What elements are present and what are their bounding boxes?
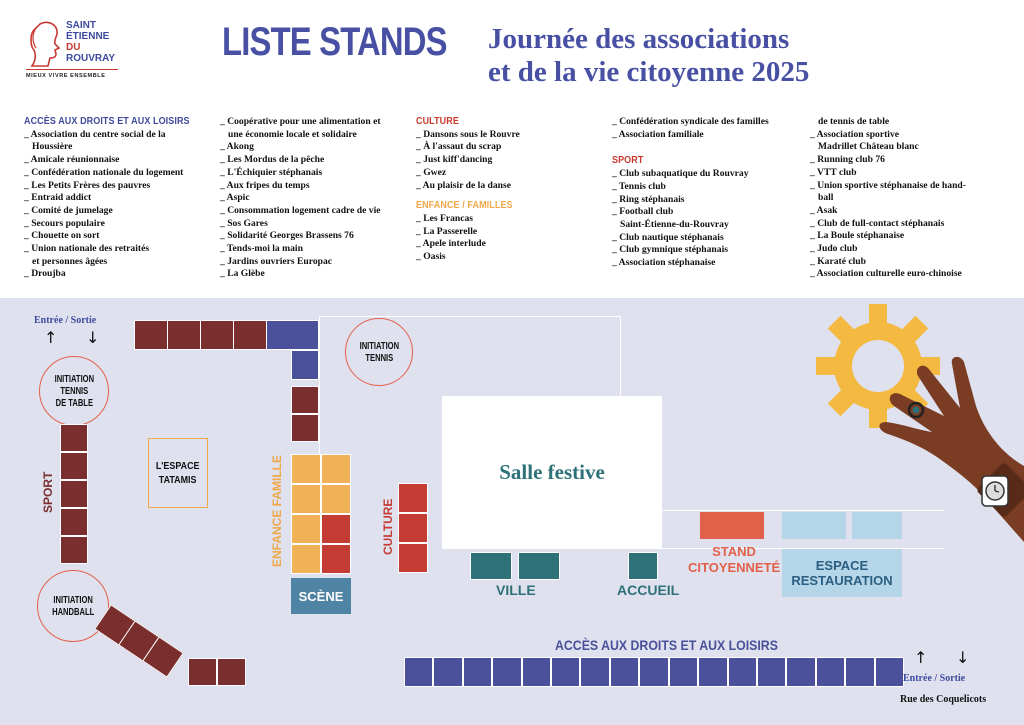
list-item: _ Confédération nationale du logement xyxy=(24,167,204,180)
zone-label-line: INITIATION xyxy=(359,340,399,352)
zone-label-accueil: ACCUEIL xyxy=(617,582,680,598)
list-item: _ Union sportive stéphanaise de hand- xyxy=(810,180,1020,193)
stand xyxy=(60,424,88,452)
page-subtitle-line-1: Journée des associations xyxy=(488,23,790,55)
zone-label-line: TATAMIS xyxy=(159,474,197,486)
list-item: _ Solidarité Georges Brassens 76 xyxy=(220,230,410,243)
stand xyxy=(60,452,88,480)
zone-label-scene: SCÈNE xyxy=(298,588,344,604)
page-subtitle-line-2: et de la vie citoyenne 2025 xyxy=(488,56,810,88)
list-item: _ Aux fripes du temps xyxy=(220,180,410,193)
stand xyxy=(551,657,580,687)
list-item: _ Droujba xyxy=(24,268,204,281)
list-item-continuation: Houssière xyxy=(32,141,73,153)
stand xyxy=(816,657,845,687)
plan-outline xyxy=(319,316,621,317)
stand xyxy=(188,658,217,686)
stand xyxy=(291,514,321,544)
list-item: _ Association culturelle euro-chinoise xyxy=(810,268,1020,281)
stand xyxy=(518,552,560,580)
arrow-down-icon: ↓ xyxy=(86,328,100,347)
list-acces-continued xyxy=(220,116,410,281)
acces-stand-row xyxy=(404,657,904,687)
list-acces xyxy=(24,116,204,281)
stand xyxy=(291,484,321,514)
category-heading-sport: SPORT xyxy=(612,155,644,167)
list-item: _ Tennis club xyxy=(612,181,807,194)
list-item-continuation: une économie locale et solidaire xyxy=(228,128,357,140)
list-item: _ Club nautique stéphanais xyxy=(612,232,807,245)
list-item: _ Gwez xyxy=(416,167,606,180)
logo-line-3: DU xyxy=(66,42,81,53)
stand xyxy=(610,657,639,687)
zone-label-line: ESPACE xyxy=(815,558,869,573)
list-item: _ Sos Gares xyxy=(220,218,410,231)
list-item: _ Association familiale xyxy=(612,129,807,142)
list-item: _ Association stéphanaise xyxy=(612,257,807,270)
list-item: _ Judo club xyxy=(810,243,1020,256)
stand xyxy=(217,658,246,686)
category-heading-enfance: ENFANCE / FAMILLES xyxy=(416,200,513,212)
stand xyxy=(291,454,321,484)
stand-citoyennete-block xyxy=(700,512,764,539)
salle-festive xyxy=(442,396,662,548)
list-item: _ Club de full-contact stéphanais xyxy=(810,218,1020,231)
stand xyxy=(60,508,88,536)
marianne-logo-icon xyxy=(26,20,62,68)
list-item: _ Karaté club xyxy=(810,256,1020,269)
list-item: _ Les Francas xyxy=(416,213,606,226)
logo-tagline: MIEUX VIVRE ENSEMBLE xyxy=(26,73,106,79)
stand xyxy=(698,657,727,687)
list-item: _ Association du centre social de la xyxy=(24,129,204,142)
list-item: _ Union nationale des retraités xyxy=(24,243,204,256)
zone-label-stand-citoyennete xyxy=(688,544,780,576)
list-item: _ Amicale réunionnaise xyxy=(24,154,204,167)
plan-outline xyxy=(620,316,621,396)
stand xyxy=(404,657,433,687)
stand xyxy=(728,657,757,687)
list-item: _ Les Mordus de la pêche xyxy=(220,154,410,167)
zone-label-line: L'ESPACE xyxy=(156,460,200,472)
zone-label-acces: ACCÈS AUX DROITS ET AUX LOISIRS xyxy=(555,637,778,653)
arrow-down-icon: ↓ xyxy=(956,648,970,667)
zone-label-line: TENNIS xyxy=(60,385,88,397)
stand xyxy=(291,386,319,414)
list-item: _ Akong xyxy=(220,141,410,154)
entrance-label-top: Entrée / Sortie xyxy=(34,315,97,326)
stand xyxy=(233,320,267,350)
list-item-continuation: Saint-Étienne-du-Rouvray xyxy=(620,218,729,230)
espace-tatamis-zone xyxy=(148,438,208,508)
stand xyxy=(492,657,521,687)
zone-label-culture: CULTURE xyxy=(381,498,395,555)
list-item: _ Confédération syndicale des familles xyxy=(612,116,807,129)
list-item: _ Football club xyxy=(612,206,807,219)
stand xyxy=(321,544,351,574)
category-heading-culture: CULTURE xyxy=(416,116,459,127)
list-item: _ Dansons sous le Rouvre xyxy=(416,129,606,142)
zone-label-line: TENNIS xyxy=(365,352,393,364)
arrow-up-icon: ↑ xyxy=(44,328,58,347)
list-item: _ Just kiff'dancing xyxy=(416,154,606,167)
category-heading-acces: ACCÈS AUX DROITS ET AUX LOISIRS xyxy=(24,116,190,127)
list-item: _ Entraid addict xyxy=(24,192,204,205)
list-item: _ Jardins ouvriers Europac xyxy=(220,256,410,269)
logo-line-4: ROUVRAY xyxy=(66,53,116,64)
stand xyxy=(60,536,88,564)
stand xyxy=(60,480,88,508)
list-item: _ Comité de jumelage xyxy=(24,205,204,218)
list-item: _ Consommation logement cadre de vie xyxy=(220,205,410,218)
list-item-continuation: et personnes âgées xyxy=(32,255,108,267)
zone-label-line: CITOYENNETÉ xyxy=(688,560,781,575)
stand xyxy=(291,544,321,574)
entrance-label-bottom: Entrée / Sortie xyxy=(903,673,966,684)
list-item: _ L'Échiquier stéphanais xyxy=(220,167,410,180)
list-item: _ VTT club xyxy=(810,167,1020,180)
stand xyxy=(321,514,351,544)
stand xyxy=(463,657,492,687)
list-item: _ Club subaquatique du Rouvray xyxy=(612,168,807,181)
stand xyxy=(757,657,786,687)
stand xyxy=(321,484,351,514)
logo-line-1: SAINT xyxy=(66,20,96,31)
stand xyxy=(291,350,319,380)
list-item: _ Les Petits Frères des pauvres xyxy=(24,180,204,193)
stand xyxy=(628,552,658,580)
list-familles-sport xyxy=(612,116,807,270)
zone-label-sport: SPORT xyxy=(41,471,55,513)
zone-label-line: RESTAURATION xyxy=(791,573,893,588)
stand xyxy=(669,657,698,687)
initiation-tennis-de-table-zone xyxy=(39,356,109,426)
stand xyxy=(398,483,428,513)
stand xyxy=(522,657,551,687)
list-item: _ Running club 76 xyxy=(810,154,1020,167)
list-item: _ Apele interlude xyxy=(416,238,606,251)
espace-restauration-zone xyxy=(782,549,902,597)
stand xyxy=(875,657,904,687)
scene-zone xyxy=(291,578,351,614)
street-label: Rue des Coquelicots xyxy=(900,694,987,705)
list-item: _ À l'assaut du scrap xyxy=(416,141,606,154)
salle-festive-label: Salle festive xyxy=(499,459,605,484)
zone-label-line: INITIATION xyxy=(54,373,94,385)
list-item: _ Chouette on sort xyxy=(24,230,204,243)
list-item: _ Asak xyxy=(810,205,1020,218)
stand xyxy=(321,454,351,484)
zone-label-enfance-famille: ENFANCE FAMILLE xyxy=(270,454,284,567)
stand xyxy=(580,657,609,687)
list-item: _ Club gymnique stéphanais xyxy=(612,244,807,257)
logo-line-2: ÉTIENNE xyxy=(66,31,110,42)
stand xyxy=(433,657,462,687)
zone-label-line: DE TABLE xyxy=(55,397,93,409)
list-item: _ Association sportive xyxy=(810,129,1020,142)
site-plan xyxy=(0,298,1024,725)
logo xyxy=(26,18,121,86)
list-item: _ La Glèbe xyxy=(220,268,410,281)
list-item: _ Oasis xyxy=(416,251,606,264)
list-item-continuation: de tennis de table xyxy=(818,116,890,127)
stand xyxy=(200,320,234,350)
list-culture-enfance xyxy=(416,116,606,264)
stand xyxy=(786,657,815,687)
zone-label-line: STAND xyxy=(712,544,756,559)
list-item: _ Tends-moi la main xyxy=(220,243,410,256)
stand xyxy=(398,543,428,573)
arrow-up-icon: ↑ xyxy=(914,648,928,667)
stand xyxy=(470,552,512,580)
page-title: LISTE STANDS xyxy=(222,20,447,64)
stand xyxy=(782,512,846,539)
stand xyxy=(845,657,874,687)
list-item: _ Aspic xyxy=(220,192,410,205)
stand xyxy=(167,320,201,350)
initiation-tennis-zone xyxy=(345,318,413,386)
stand xyxy=(291,414,319,442)
zone-label-ville: VILLE xyxy=(496,582,536,598)
stand xyxy=(134,320,168,350)
list-item: _ Secours populaire xyxy=(24,218,204,231)
list-item: _ La Passerelle xyxy=(416,226,606,239)
zone-label-line: INITIATION xyxy=(53,594,93,606)
list-item-continuation: Madrillet Château blanc xyxy=(818,141,919,153)
list-item: _ Coopérative pour une alimentation et xyxy=(220,116,410,129)
hand-icon xyxy=(848,342,1024,542)
list-item: _ La Boule stéphanaise xyxy=(810,230,1020,243)
stand xyxy=(398,513,428,543)
zone-label-line: HANDBALL xyxy=(51,606,95,618)
stand xyxy=(639,657,668,687)
watch-icon xyxy=(978,474,1012,508)
list-item: _ Au plaisir de la danse xyxy=(416,180,606,193)
list-item-continuation: ball xyxy=(818,192,834,204)
stand xyxy=(266,320,319,350)
list-sport-continued xyxy=(810,116,1020,281)
list-item: _ Ring stéphanais xyxy=(612,194,807,207)
